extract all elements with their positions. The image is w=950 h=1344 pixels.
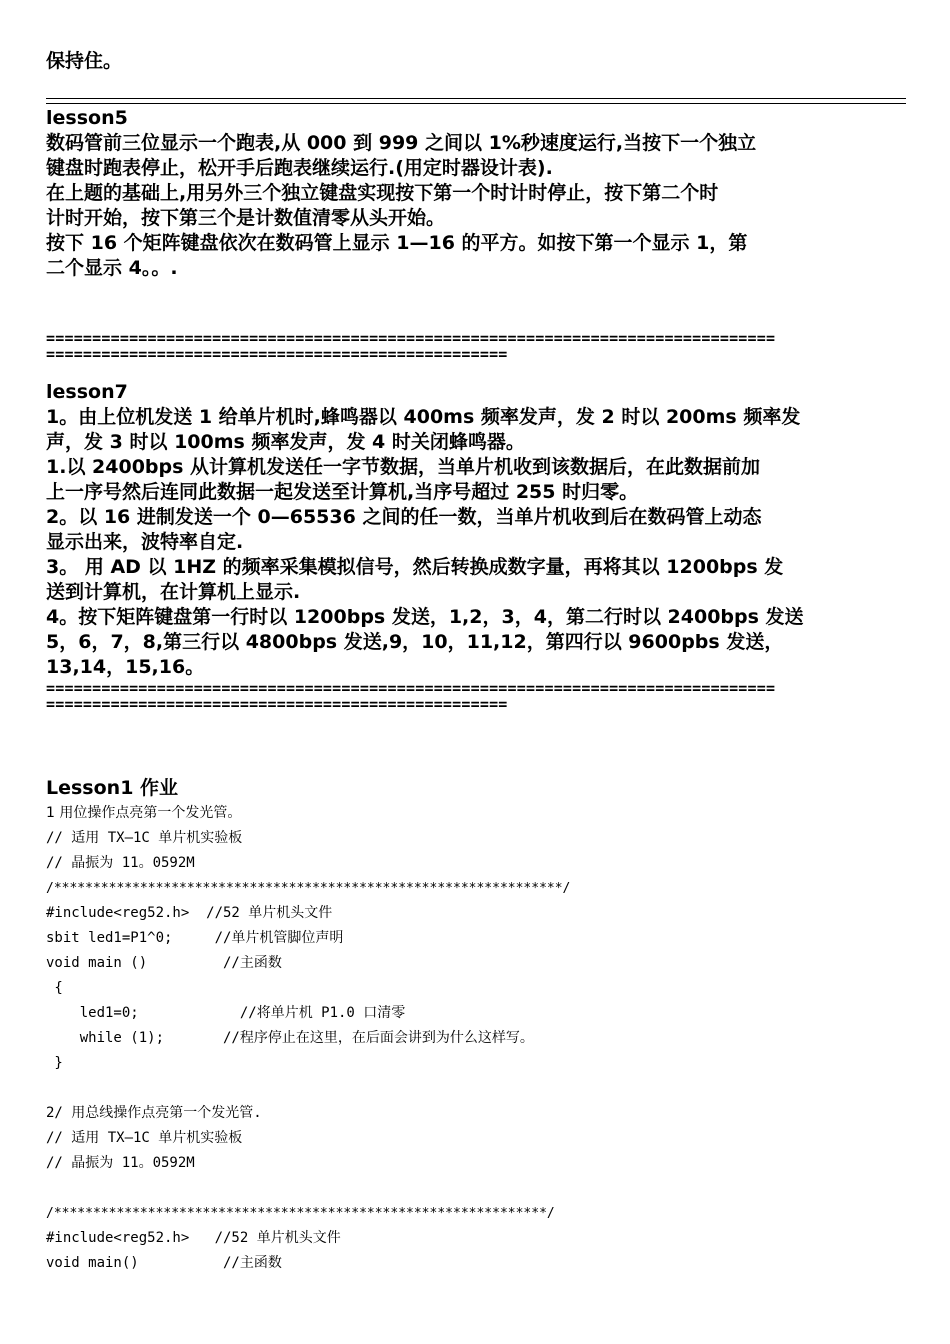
code-line: // 适用 TX—1C 单片机实验板 [46,830,243,846]
code-line: // 适用 TX—1C 单片机实验板 [46,1130,243,1146]
code-line: { [46,980,63,996]
lesson7-line: 1.以 2400bps 从计算机发送任一字节数据，当单片机收到该数据后，在此数据前加 [46,456,761,478]
lesson7-line: 声，发 3 时以 100ms 频率发声，发 4 时关闭蜂鸣器。 [46,431,525,453]
lesson5-section [46,106,916,281]
lesson5-line: 计时开始，按下第三个是计数值清零从头开始。 [46,207,446,229]
lesson5-title: lesson5 [46,107,128,129]
code-line: 2/ 用总线操作点亮第一个发光管. [46,1105,262,1121]
code-line: void main() //主函数 [46,1255,282,1271]
continued-text: 保持住。 [46,50,123,72]
code-line: while (1); //程序停止在这里，在后面会讲到为什么这样写。 [46,1030,534,1046]
lesson7-line: 4。按下矩阵键盘第一行时以 1200bps 发送，1,2，3，4，第二行时以 2400bps 发送 [46,606,804,628]
blank-line [46,1076,926,1101]
separator-line: =============================================================================== [46,680,776,696]
lesson7-line: 上一序号然后连同此数据一起发送至计算机,当序号超过 255 时归零。 [46,481,639,503]
lesson7-line: 13,14，15,16。 [46,656,205,678]
double-rule [46,98,906,104]
lesson7-line: 送到计算机，在计算机上显示. [46,581,301,603]
code-line: 1 用位操作点亮第一个发光管。 [46,805,242,821]
homework-title: Lesson1 作业 [46,777,179,799]
blank-line [46,1176,926,1201]
code-line: #include<reg52.h> //52 单片机头文件 [46,905,333,921]
code-line: // 晶振为 11。0592M [46,1155,195,1171]
code-line: void main () //主函数 [46,955,282,971]
lesson5-line: 在上题的基础上,用另外三个独立键盘实现按下第一个时计时停止，按下第二个时 [46,182,719,204]
equals-separator [46,330,898,362]
separator-line: =============================================================================== [46,330,776,346]
homework-section [46,776,926,1276]
lesson7-line: 5，6，7，8,第三行以 4800bps 发送,9，10，11,12，第四行以 9600pbs 发送， [46,631,784,653]
code-line: /***************************************************************/ [46,1206,555,1221]
separator-line: ================================================== [46,696,508,712]
lesson7-line: 1。由上位机发送 1 给单片机时,蜂鸣器以 400ms 频率发声，发 2 时以 200ms 频率发 [46,406,801,428]
lesson5-line: 二个显示 4。。. [46,257,178,279]
code-line: } [46,1055,63,1071]
lesson7-title: lesson7 [46,381,128,403]
code-line: // 晶振为 11。0592M [46,855,195,871]
lesson5-line: 数码管前三位显示一个跑表,从 000 到 999 之间以 1%秒速度运行,当按下一个独立 [46,132,757,154]
code-line: #include<reg52.h> //52 单片机头文件 [46,1230,341,1246]
separator-line: ================================================== [46,346,508,362]
lesson7-line: 显示出来，波特率自定. [46,531,244,553]
lesson7-line: 3。 用 AD 以 1HZ 的频率采集模拟信号，然后转换成数字量，再将其以 1200bps 发 [46,556,784,578]
code-line: sbit led1=P1^0; //单片机管脚位声明 [46,930,344,946]
code-line: /*****************************************************************/ [46,881,571,896]
equals-separator [46,680,898,712]
lesson5-line: 按下 16 个矩阵键盘依次在数码管上显示 1—16 的平方。如按下第一个显示 1，第 [46,232,748,254]
lesson5-line: 键盘时跑表停止，松开手后跑表继续运行.(用定时器设计表). [46,157,553,179]
code-line: led1=0; //将单片机 P1.0 口清零 [46,1005,406,1021]
lesson7-section [46,380,926,680]
lesson7-line: 2。以 16 进制发送一个 0—65536 之间的任一数，当单片机收到后在数码管上动态 [46,506,762,528]
